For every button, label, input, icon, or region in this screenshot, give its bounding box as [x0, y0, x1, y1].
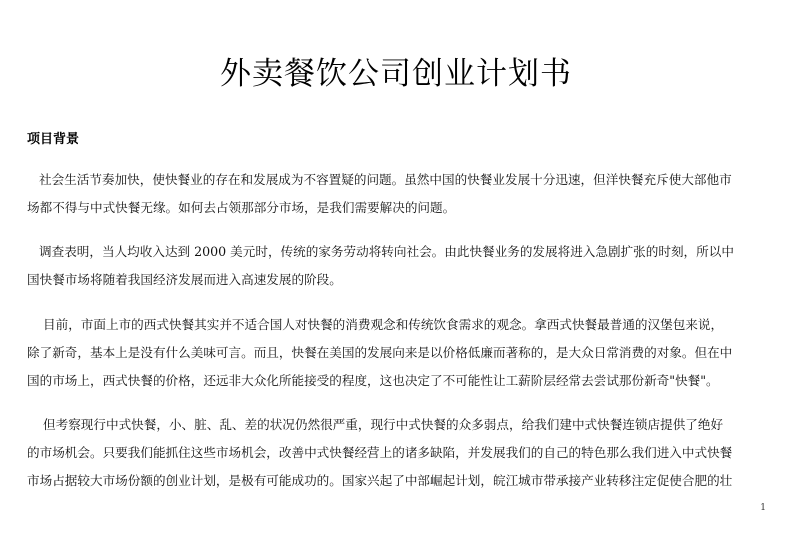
- paragraph-line: 除了新奇，基本上是没有什么美味可言。而且，快餐在美国的发展向来是以价格低廉而著称的，是大众日常消费的对象。但在中: [27, 345, 733, 360]
- paragraph-line: 社会生活节奏加快，使快餐业的存在和发展成为不容置疑的问题。虽然中国的快餐业发展十分迅速，但洋快餐充斥使大部他市: [39, 172, 732, 187]
- paragraph-line: 但考察现行中式快餐，小、脏、乱、差的状况仍然很严重，现行中式快餐的众多弱点，给我们建中式快餐连锁店提供了绝好: [43, 417, 724, 432]
- page-number: 1: [760, 503, 766, 513]
- paragraph-line: 的市场机会。只要我们能抓住这些市场机会，改善中式快餐经营上的诸多缺陷，并发展我们的自己的特色那么我们进入中式快餐: [27, 445, 733, 460]
- paragraph-line: 场都不得与中式快餐无缘。如何去占领那部分市场，是我们需要解决的问题。: [27, 200, 456, 215]
- paragraph-3: [27, 311, 767, 395]
- paragraph-2: [27, 238, 767, 294]
- document-title: 外卖餐饮公司创业计划书: [220, 56, 572, 92]
- paragraph-1: [27, 166, 767, 222]
- paragraph-line: 市场占据较大市场份额的创业计划，是极有可能成功的。国家兴起了中部崛起计划，皖江城市带承接产业转移注定促使合肥的壮: [27, 473, 733, 488]
- section-heading: 项目背景: [27, 132, 80, 147]
- paragraph-line: 调查表明，当人均收入达到 2000 美元时，传统的家务劳动将转向社会。由此快餐业务的发展将进入急剧扩张的时刻，所以中: [39, 244, 734, 259]
- paragraph-line: 国快餐市场将随着我国经济发展而进入高速发展的阶段。: [27, 272, 342, 287]
- paragraph-line: 目前，市面上市的西式快餐其实并不适合国人对快餐的消费观念和传统饮食需求的观念。拿西式快餐最普通的汉堡包来说，: [43, 317, 724, 332]
- paragraph-4: [27, 411, 767, 495]
- paragraph-line: 国的市场上，西式快餐的价格，还远非大众化所能接受的程度，这也决定了不可能性让工薪阶层经常去尝试那份新奇"快餐"。: [27, 373, 719, 388]
